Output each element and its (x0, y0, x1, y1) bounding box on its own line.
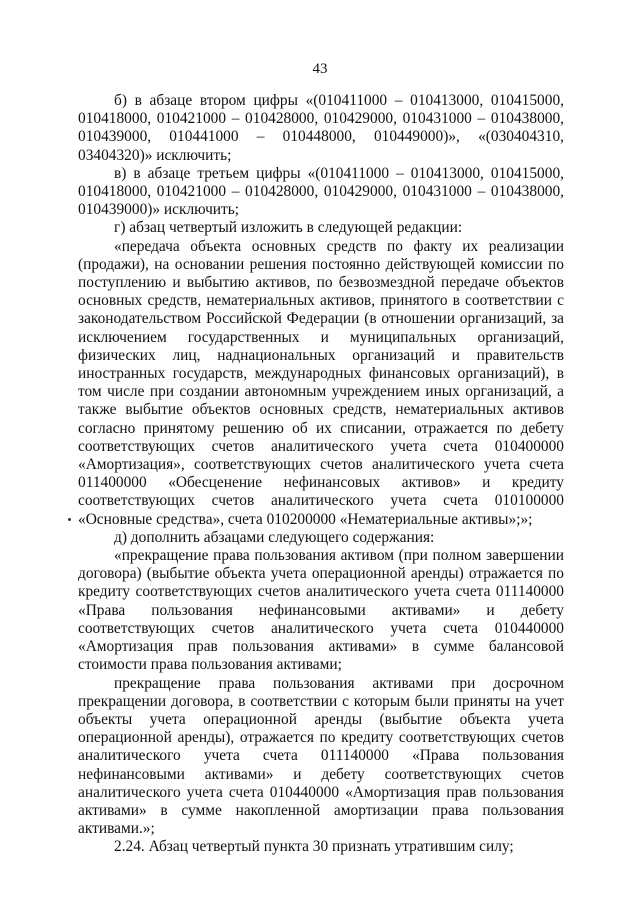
document-body (78, 92, 564, 857)
paragraph-d: д) дополнить абзацами следующего содержания: (114, 528, 435, 546)
paragraph-d-text-2: прекращение права пользования активами при досрочном прекращении договора, в соответствии с которым были приняты на учет объекты учета операционной аренды (выбытие объекта учета операционной аренды), отражается по кредиту соответствующих счетов аналитического учета счета 011140000 «Права пользования нефинансовыми активами» и дебету соответствующих счетов аналитического учета счета 010440000 «Амортизация прав пользования активами» в сумме накопленной амортизации права пользования активами.»; (78, 674, 564, 838)
paragraph-v: в) в абзаце третьем цифры «(010411000 – 010413000, 010415000, 010418000, 010421000 – 010428000, 010429000, 010431000 – 010438000, 010439000)» исключить; (78, 164, 564, 219)
paragraph-d-text-1: «прекращение права пользования активом (при полном завершении договора) (выбытие объекта учета операционной аренды) отражается по кредиту соответствующих счетов аналитического учета счета 011140000 «Права пользования нефинансовыми активами» и дебету соответствующих счетов аналитического учета счета 010440000 «Амортизация прав пользования активами» в сумме балансовой стоимости права пользования активами; (78, 547, 564, 674)
paragraph-g: г) абзац четвертый изложить в следующей редакции: (114, 219, 463, 237)
page-number: 43 (312, 61, 328, 77)
paragraph-g-text: «передача объекта основных средств по факту их реализации (продажи), на основании решения постоянно действующей комиссии по поступлению и выбытию активов, по безвозмездной передаче объектов основных средств, нематериальных активов, принятого в соответствии с законодательством Российской Федерации (в отношении организаций, за исключением государственных и муниципальных организаций, физических лиц, наднациональных организаций и правительств иностранных государств, международных финансовых организаций), в том числе при создании автономным учреждением иных организаций, а также выбытие объектов основных средств, нематериальных активов согласно принятому решению об их списании, отражается по дебету соответствующих счетов аналитического учета счета 010400000 «Амортизация», соответствующих счетов аналитического учета счета 011400000 «Обесценение нефинансовых активов» и кредиту соответствующих счетов аналитического учета счета 010100000 «Основные средства», счета 010200000 «Нематериальные активы»;»; (78, 237, 564, 528)
paragraph-b: б) в абзаце втором цифры «(010411000 – 010413000, 010415000, 010418000, 010421000 – 010428000, 010429000, 010431000 – 010438000, 010439000, 010441000 – 010448000, 010449000)», «(030404310, 03404320)» исключить; (78, 92, 564, 164)
paragraph-2-24: 2.24. Абзац четвертый пункта 30 признать утратившим силу; (114, 838, 514, 856)
scan-dot (68, 518, 71, 521)
